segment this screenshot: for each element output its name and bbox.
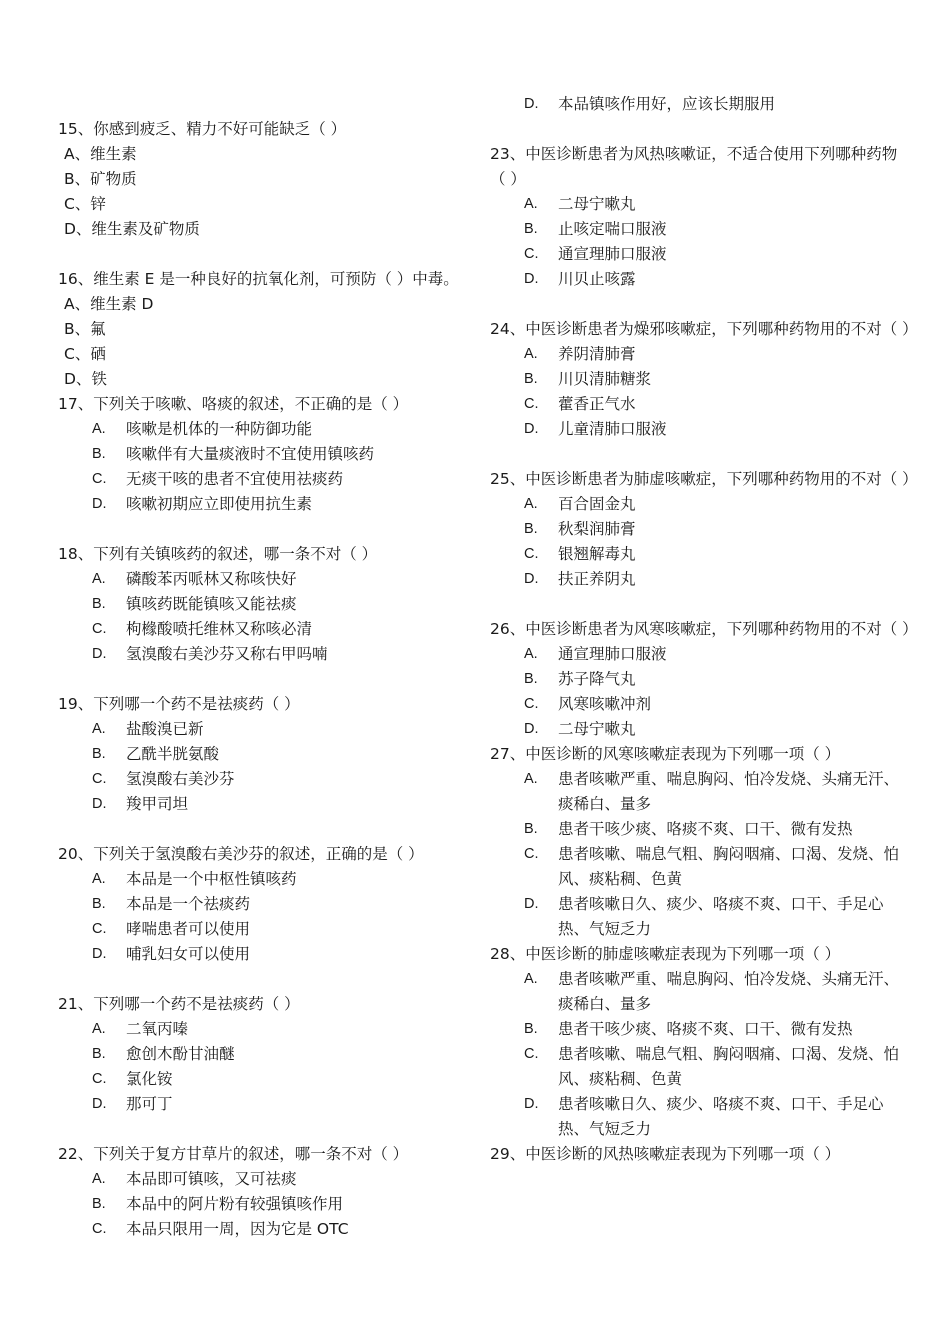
option-label: C.: [524, 246, 539, 262]
answer-option: [490, 842, 910, 892]
question-text: 16、维生素 E 是一种良好的抗氧化剂，可预防（ ）中毒。: [58, 270, 459, 288]
option-text: 哺乳妇女可以使用: [126, 945, 251, 963]
question-text: 17、下列关于咳嗽、咯痰的叙述，不正确的是（ ）: [58, 395, 409, 413]
answer-option: [490, 1092, 910, 1142]
option-text: 百合固金丸: [558, 495, 636, 513]
option-text: 藿香正气水: [558, 395, 636, 413]
option-label: B.: [92, 446, 106, 462]
option-text: 风寒咳嗽冲剂: [558, 695, 652, 713]
answer-option: [490, 242, 910, 267]
answer-option: [490, 492, 910, 517]
option-label: C.: [92, 1071, 107, 1087]
answer-option: [490, 267, 910, 292]
option-text: 无痰干咳的患者不宜使用祛痰药: [126, 470, 344, 488]
answer-option: [58, 892, 488, 917]
option-text: 本品是一个祛痰药: [126, 895, 251, 913]
option-text: 患者咳嗽、喘息气粗、胸闷咽痛、口渴、发烧、怕风、痰粘稠、色黄: [558, 845, 900, 888]
option-label: D.: [92, 796, 107, 812]
option-text: 哮喘患者可以使用: [126, 920, 251, 938]
answer-option: [490, 817, 910, 842]
answer-option: [490, 192, 910, 217]
blank-line: [58, 92, 488, 117]
option-label: A.: [92, 871, 106, 887]
option-label: C.: [92, 771, 107, 787]
option-text: 本品镇咳作用好，应该长期服用: [558, 95, 776, 113]
option-text: 患者咳嗽、喘息气粗、胸闷咽痛、口渴、发烧、怕风、痰粘稠、色黄: [558, 1045, 900, 1088]
option-text: 二母宁嗽丸: [558, 195, 636, 213]
question-text: 23、中医诊断患者为风热咳嗽证，不适合使用下列哪种药物（ ）: [490, 145, 898, 188]
option-label: A.: [524, 346, 538, 362]
question-text: 28、中医诊断的肺虚咳嗽症表现为下列哪一项（ ）: [490, 945, 841, 963]
option-text: 本品只限用一周，因为它是 OTC: [126, 1220, 349, 1238]
option-text: 川贝止咳露: [558, 270, 636, 288]
answer-option: [58, 1217, 488, 1242]
option-label: A.: [92, 571, 106, 587]
answer-option: C、硒: [64, 345, 106, 363]
option-label: A.: [92, 1171, 106, 1187]
question-text: 20、下列关于氢溴酸右美沙芬的叙述，正确的是（ ）: [58, 845, 424, 863]
blank-line: [58, 967, 488, 992]
option-label: B.: [92, 896, 106, 912]
answer-option: [490, 892, 910, 942]
answer-option: [490, 342, 910, 367]
option-text: 本品即可镇咳，又可祛痰: [126, 1170, 297, 1188]
option-text: 咳嗽是机体的一种防御功能: [126, 420, 313, 438]
answer-option: [58, 617, 488, 642]
answer-option: [58, 917, 488, 942]
answer-option: [58, 742, 488, 767]
answer-option: [490, 1042, 910, 1092]
blank-line: [490, 117, 910, 142]
answer-option: [58, 592, 488, 617]
option-label: C.: [524, 396, 539, 412]
option-label: C.: [92, 921, 107, 937]
answer-option: [58, 1167, 488, 1192]
option-text: 枸橼酸喷托维林又称咳必清: [126, 620, 313, 638]
answer-option: B、矿物质: [64, 170, 137, 188]
option-label: D.: [524, 721, 539, 737]
option-label: B.: [524, 1021, 538, 1037]
option-label: A.: [92, 421, 106, 437]
question-text: 18、下列有关镇咳药的叙述，哪一条不对（ ）: [58, 545, 378, 563]
option-label: A.: [524, 196, 538, 212]
blank-line: [58, 242, 488, 267]
answer-option: [490, 392, 910, 417]
option-text: 通宣理肺口服液: [558, 645, 667, 663]
option-text: 本品是一个中枢性镇咳药: [126, 870, 297, 888]
blank-line: [490, 592, 910, 617]
answer-option: [58, 642, 488, 667]
question-text: 24、中医诊断患者为燥邪咳嗽症，下列哪种药物用的不对（ ）: [490, 320, 918, 338]
left-column: [58, 92, 488, 1242]
answer-option: A、维生素: [64, 145, 137, 163]
option-label: D.: [524, 96, 539, 112]
answer-option: [58, 567, 488, 592]
option-label: D.: [92, 946, 107, 962]
option-label: B.: [524, 671, 538, 687]
option-text: 氢溴酸右美沙芬: [126, 770, 235, 788]
question-text: 25、中医诊断患者为肺虚咳嗽症，下列哪种药物用的不对（ ）: [490, 470, 918, 488]
answer-option: [490, 967, 910, 1017]
answer-option: [58, 1092, 488, 1117]
option-label: A.: [92, 721, 106, 737]
question-text: 21、下列哪一个药不是祛痰药（ ）: [58, 995, 300, 1013]
blank-line: [58, 667, 488, 692]
option-label: A.: [524, 771, 538, 787]
answer-option: [490, 642, 910, 667]
answer-option: [490, 217, 910, 242]
option-label: A.: [524, 496, 538, 512]
answer-option: [58, 442, 488, 467]
option-text: 乙酰半胱氨酸: [126, 745, 220, 763]
option-label: C.: [92, 621, 107, 637]
option-label: B.: [92, 1196, 106, 1212]
option-text: 二母宁嗽丸: [558, 720, 636, 738]
answer-option: [490, 767, 910, 817]
option-label: B.: [524, 521, 538, 537]
answer-option: [490, 367, 910, 392]
answer-option: [490, 692, 910, 717]
option-text: 患者干咳少痰、咯痰不爽、口干、微有发热: [558, 820, 853, 838]
answer-option: D、维生素及矿物质: [64, 220, 200, 238]
question-text: 27、中医诊断的风寒咳嗽症表现为下列哪一项（ ）: [490, 745, 841, 763]
answer-option: C、锌: [64, 195, 106, 213]
blank-line: [58, 517, 488, 542]
answer-option: [490, 92, 910, 117]
question-text: 22、下列关于复方甘草片的叙述，哪一条不对（ ）: [58, 1145, 409, 1163]
option-text: 患者咳嗽日久、痰少、咯痰不爽、口干、手足心热、气短乏力: [558, 895, 884, 938]
answer-option: [58, 942, 488, 967]
option-text: 二氧丙嗪: [126, 1020, 189, 1038]
answer-option: D、铁: [64, 370, 107, 388]
question-text: 26、中医诊断患者为风寒咳嗽症，下列哪种药物用的不对（ ）: [490, 620, 918, 638]
option-text: 盐酸溴已新: [126, 720, 204, 738]
option-label: C.: [524, 846, 539, 862]
option-label: D.: [524, 421, 539, 437]
option-label: C.: [524, 696, 539, 712]
answer-option: [58, 467, 488, 492]
answer-option: [490, 517, 910, 542]
question-text: 15、你感到疲乏、精力不好可能缺乏（ ）: [58, 120, 347, 138]
blank-line: [490, 292, 910, 317]
option-label: D.: [92, 646, 107, 662]
answer-option: B、氟: [64, 320, 106, 338]
answer-option: [490, 417, 910, 442]
option-text: 患者干咳少痰、咯痰不爽、口干、微有发热: [558, 1020, 853, 1038]
option-text: 养阴清肺膏: [558, 345, 636, 363]
option-text: 川贝清肺糖浆: [558, 370, 652, 388]
option-label: B.: [524, 221, 538, 237]
answer-option: [58, 867, 488, 892]
option-text: 儿童清肺口服液: [558, 420, 667, 438]
answer-option: [490, 1017, 910, 1042]
option-label: A.: [524, 646, 538, 662]
option-text: 氯化铵: [126, 1070, 173, 1088]
option-text: 镇咳药既能镇咳又能祛痰: [126, 595, 297, 613]
option-text: 止咳定喘口服液: [558, 220, 667, 238]
option-text: 患者咳嗽严重、喘息胸闷、怕冷发烧、头痛无汗、痰稀白、量多: [558, 770, 900, 813]
answer-option: A、维生素 D: [64, 295, 154, 313]
answer-option: [58, 1042, 488, 1067]
option-label: B.: [524, 371, 538, 387]
answer-option: [58, 767, 488, 792]
option-label: C.: [524, 1046, 539, 1062]
option-text: 磷酸苯丙哌林又称咳快好: [126, 570, 297, 588]
option-text: 羧甲司坦: [126, 795, 189, 813]
right-column: [490, 92, 918, 1167]
option-text: 氢溴酸右美沙芬又称右甲吗喃: [126, 645, 328, 663]
option-text: 苏子降气丸: [558, 670, 636, 688]
option-label: D.: [524, 271, 539, 287]
answer-option: [58, 717, 488, 742]
option-text: 通宣理肺口服液: [558, 245, 667, 263]
option-label: A.: [92, 1021, 106, 1037]
answer-option: [58, 1192, 488, 1217]
option-label: C.: [92, 471, 107, 487]
answer-option: [58, 1017, 488, 1042]
question-text: 19、下列哪一个药不是祛痰药（ ）: [58, 695, 300, 713]
option-label: D.: [524, 896, 539, 912]
answer-option: [490, 567, 910, 592]
option-text: 扶正养阴丸: [558, 570, 636, 588]
option-label: B.: [92, 1046, 106, 1062]
option-text: 秋梨润肺膏: [558, 520, 636, 538]
blank-line: [490, 442, 910, 467]
option-text: 患者咳嗽日久、痰少、咯痰不爽、口干、手足心热、气短乏力: [558, 1095, 884, 1138]
option-label: B.: [92, 596, 106, 612]
answer-option: [58, 792, 488, 817]
answer-option: [490, 667, 910, 692]
option-label: D.: [524, 571, 539, 587]
option-label: B.: [524, 821, 538, 837]
option-text: 咳嗽初期应立即使用抗生素: [126, 495, 313, 513]
option-label: C.: [524, 546, 539, 562]
option-text: 愈创木酚甘油醚: [126, 1045, 235, 1063]
answer-option: [58, 492, 488, 517]
answer-option: [58, 417, 488, 442]
option-label: A.: [524, 971, 538, 987]
option-label: B.: [92, 746, 106, 762]
option-text: 患者咳嗽严重、喘息胸闷、怕冷发烧、头痛无汗、痰稀白、量多: [558, 970, 900, 1013]
option-label: C.: [92, 1221, 107, 1237]
answer-option: [490, 717, 910, 742]
option-text: 那可丁: [126, 1095, 173, 1113]
answer-option: [58, 1067, 488, 1092]
question-text: 29、中医诊断的风热咳嗽症表现为下列哪一项（ ）: [490, 1145, 841, 1163]
blank-line: [58, 1117, 488, 1142]
option-text: 咳嗽伴有大量痰液时不宜使用镇咳药: [126, 445, 375, 463]
option-label: D.: [92, 496, 107, 512]
option-label: D.: [524, 1096, 539, 1112]
option-label: D.: [92, 1096, 107, 1112]
answer-option: [490, 542, 910, 567]
option-text: 银翘解毒丸: [558, 545, 636, 563]
option-text: 本品中的阿片粉有较强镇咳作用: [126, 1195, 344, 1213]
blank-line: [58, 817, 488, 842]
